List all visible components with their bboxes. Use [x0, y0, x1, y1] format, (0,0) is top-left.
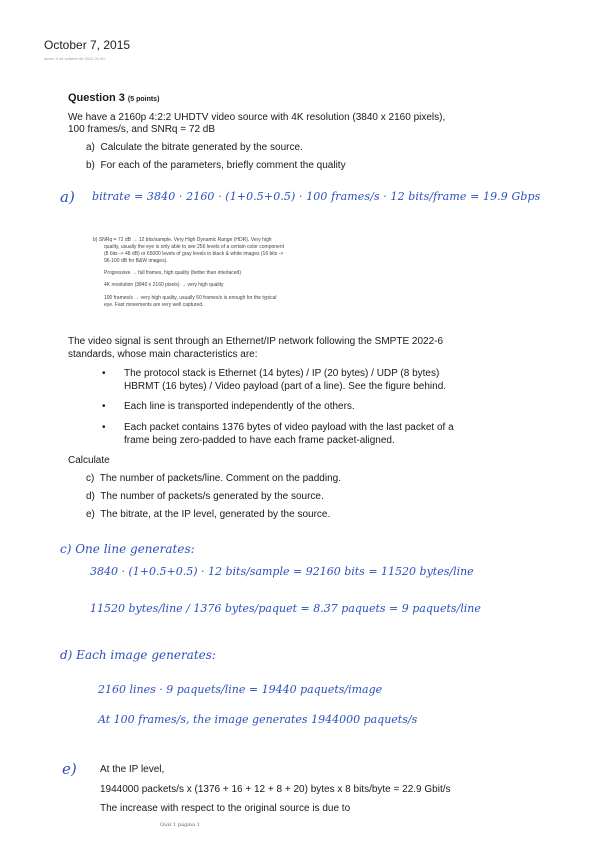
page-date: October 7, 2015: [44, 38, 131, 52]
question-item-b: [86, 160, 346, 171]
item-text: The number of packets/line. Comment on the padding.: [99, 473, 341, 484]
question-points: (5 points): [127, 96, 160, 103]
answer-e-line2: 1944000 packets/s x (1376 + 16 + 12 + 8 + 20) bytes x 8 bits/byte = 22.9 Gbit/s: [100, 784, 451, 795]
bullet-dot: •: [102, 401, 106, 412]
bullet-2-line1: Each line is transported independently of the others.: [124, 401, 355, 412]
answer-b-line: 100 frames/s → very high quality, usually 50 frames/s is enough for the typical: [104, 295, 277, 301]
answer-a-label: a): [60, 188, 75, 206]
item-letter: c): [86, 473, 95, 484]
question-intro-line2: 100 frames/s, and SNRq = 72 dB: [68, 124, 216, 135]
question-title: [68, 92, 159, 104]
network-item-c: [86, 473, 341, 484]
question-title-text: Question 3: [68, 92, 125, 104]
bullet-3-line2: frame being zero-padded to have each frame packet-aligned.: [124, 435, 395, 446]
item-letter: e): [86, 509, 95, 520]
item-letter: d): [86, 491, 95, 502]
answer-e-label: e): [62, 760, 77, 778]
bullet-1-line1: The protocol stack is Ethernet (14 bytes) / IP (20 bytes) / UDP (8 bytes): [124, 368, 440, 379]
item-text: The bitrate, at the IP level, generated by the source.: [100, 509, 331, 520]
answer-b-line: eye. Fast movements are very well captured.: [104, 302, 204, 308]
answer-d-label: d) Each image generates:: [60, 648, 216, 662]
question-item-a: [86, 142, 303, 153]
item-text: For each of the parameters, briefly comment the quality: [100, 160, 346, 171]
answer-b-line: quality, usually the eye is only able to see 256 levels of a certain color component: [104, 244, 285, 250]
item-letter: a): [86, 142, 95, 153]
network-item-d: [86, 491, 324, 502]
network-intro-line1: The video signal is sent through an Ethernet/IP network following the SMPTE 2022-6: [68, 336, 444, 347]
answer-e-line1: At the IP level,: [100, 764, 165, 775]
item-text: The number of packets/s generated by the source.: [100, 491, 324, 502]
answer-c-line1: 3840 · (1+0.5+0.5) · 12 bits/sample = 92160 bits = 11520 bytes/line: [90, 565, 474, 578]
answer-d-line2: At 100 frames/s, the image generates 1944000 paquets/s: [98, 713, 418, 726]
bullet-dot: •: [102, 422, 106, 433]
answer-d-line1: 2160 lines · 9 paquets/line = 19440 paquets/image: [98, 683, 383, 696]
page-timestamp: lunes, 3 de octubre de 2022 21:40: [44, 56, 105, 61]
answer-b-line: b) SNRq = 72 dB → 12 bits/sample. Very High Dynamic Range (HDR). Very high: [93, 237, 272, 243]
answer-c-line2: 11520 bytes/line / 1376 bytes/paquet = 8.37 paquets = 9 paquets/line: [90, 602, 481, 615]
item-letter: b): [86, 160, 95, 171]
page-footer: Quiz 1 página 1: [160, 822, 200, 828]
answer-c-label: c) One line generates:: [60, 542, 195, 556]
answer-a-text: bitrate = 3840 · 2160 · (1+0.5+0.5) · 100 frames/s · 12 bits/frame = 19.9 Gbps: [92, 190, 541, 203]
answer-b-line: 96-100 dB for B&W images).: [104, 258, 168, 264]
item-text: Calculate the bitrate generated by the source.: [100, 142, 303, 153]
answer-b-line: Progressive → full frames, high quality (better than interlaced): [104, 270, 242, 276]
bullet-3-line1: Each packet contains 1376 bytes of video payload with the last packet of a: [124, 422, 454, 433]
bullet-1-line2: HBRMT (16 bytes) / Video payload (part of a line). See the figure behind.: [124, 381, 447, 392]
answer-b-line: 4K resolution (3840 x 2160 pixels) → very high quality: [104, 282, 224, 288]
calculate-label: Calculate: [68, 455, 110, 466]
answer-e-line3: The increase with respect to the original source is due to: [100, 803, 351, 814]
question-intro-line1: We have a 2160p 4:2:2 UHDTV video source with 4K resolution (3840 x 2160 pixels),: [68, 112, 446, 123]
network-item-e: [86, 509, 330, 520]
network-intro-line2: standards, whose main characteristics are:: [68, 349, 258, 360]
bullet-dot: •: [102, 368, 106, 379]
answer-b-line: (8 bits -> 48 dB) or 65000 levels of gray levels in black & white images (16 bits ->: [104, 251, 284, 257]
